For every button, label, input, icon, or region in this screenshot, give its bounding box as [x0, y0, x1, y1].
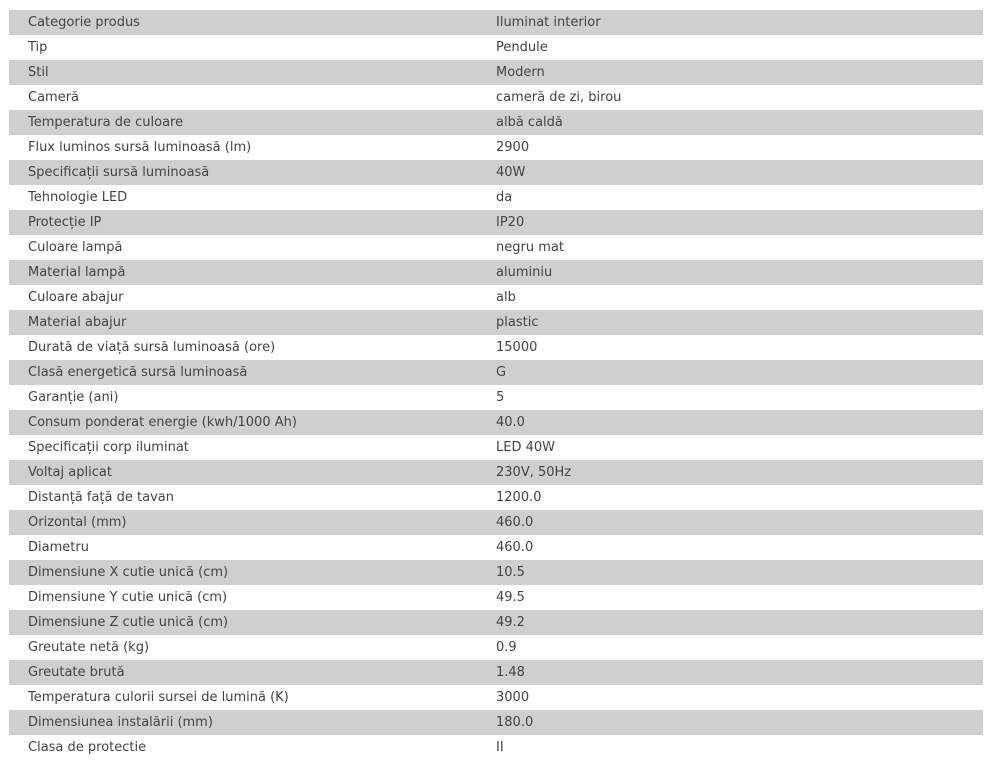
spec-value: 5: [496, 390, 505, 405]
spec-row: [9, 435, 983, 460]
spec-label: Greutate netă (kg): [28, 640, 150, 655]
spec-value: alb: [496, 290, 516, 305]
spec-row: [9, 510, 983, 535]
spec-value: negru mat: [496, 240, 564, 255]
spec-value: 1200.0: [496, 490, 542, 505]
spec-row: [9, 585, 983, 610]
spec-label: Culoare lampă: [28, 240, 123, 255]
spec-label: Culoare abajur: [28, 290, 124, 305]
spec-row: [9, 360, 983, 385]
spec-label: Flux luminos sursă luminoasă (lm): [28, 140, 252, 155]
spec-value: IP20: [496, 215, 525, 230]
spec-value: 230V, 50Hz: [496, 465, 572, 480]
spec-label: Tehnologie LED: [28, 190, 128, 205]
spec-label: Consum ponderat energie (kwh/1000 Ah): [28, 415, 297, 430]
spec-row: [9, 660, 983, 685]
spec-row: [9, 60, 983, 85]
spec-row: [9, 85, 983, 110]
spec-row: [9, 735, 983, 760]
spec-row: [9, 185, 983, 210]
spec-label: Diametru: [28, 540, 89, 555]
spec-value: Iluminat interior: [496, 15, 601, 30]
spec-row: [9, 110, 983, 135]
spec-value: 180.0: [496, 715, 534, 730]
spec-value: 0.9: [496, 640, 517, 655]
spec-row: [9, 210, 983, 235]
spec-label: Categorie produs: [28, 15, 140, 30]
spec-label: Orizontal (mm): [28, 515, 127, 530]
spec-label: Voltaj aplicat: [28, 465, 112, 480]
spec-value: 1.48: [496, 665, 525, 680]
spec-label: Material lampă: [28, 265, 126, 280]
spec-label: Specificații corp iluminat: [28, 440, 189, 455]
spec-label: Cameră: [28, 90, 80, 105]
spec-row: [9, 335, 983, 360]
spec-label: Temperatura de culoare: [28, 115, 184, 130]
spec-label: Specificații sursă luminoasă: [28, 165, 210, 180]
spec-value: 49.2: [496, 615, 525, 630]
spec-label: Clasa de protectie: [28, 740, 147, 755]
spec-row: [9, 285, 983, 310]
spec-row: [9, 385, 983, 410]
spec-label: Dimensiune Z cutie unică (cm): [28, 615, 229, 630]
spec-row: [9, 685, 983, 710]
spec-value: cameră de zi, birou: [496, 90, 622, 105]
specifications-table: [9, 10, 983, 760]
spec-value: 10.5: [496, 565, 525, 580]
spec-label: Tip: [28, 40, 48, 55]
spec-row: [9, 260, 983, 285]
spec-label: Clasă energetică sursă luminoasă: [28, 365, 248, 380]
spec-row: [9, 160, 983, 185]
spec-row: [9, 560, 983, 585]
spec-row: [9, 710, 983, 735]
spec-row: [9, 410, 983, 435]
spec-value: 49.5: [496, 590, 525, 605]
spec-value: Modern: [496, 65, 545, 80]
spec-value: 2900: [496, 140, 530, 155]
spec-value: da: [496, 190, 513, 205]
spec-value: albă caldă: [496, 115, 563, 130]
spec-row: [9, 460, 983, 485]
spec-row: [9, 10, 983, 35]
spec-label: Greutate brută: [28, 665, 125, 680]
spec-row: [9, 610, 983, 635]
spec-label: Temperatura culorii sursei de lumină (K): [28, 690, 289, 705]
spec-label: Dimensiune X cutie unică (cm): [28, 565, 229, 580]
spec-value: 460.0: [496, 540, 534, 555]
spec-label: Dimensiunea instalării (mm): [28, 715, 213, 730]
spec-row: [9, 235, 983, 260]
spec-value: II: [496, 740, 504, 755]
spec-row: [9, 310, 983, 335]
spec-label: Protecție IP: [28, 215, 102, 230]
spec-value: LED 40W: [496, 440, 555, 455]
spec-value: aluminiu: [496, 265, 553, 280]
spec-row: [9, 485, 983, 510]
spec-row: [9, 535, 983, 560]
spec-row: [9, 635, 983, 660]
spec-label: Durată de viață sursă luminoasă (ore): [28, 340, 276, 355]
spec-label: Material abajur: [28, 315, 127, 330]
spec-value: G: [496, 365, 507, 380]
spec-label: Distanță față de tavan: [28, 490, 174, 505]
spec-value: 40W: [496, 165, 526, 180]
spec-row: [9, 135, 983, 160]
spec-value: 15000: [496, 340, 538, 355]
spec-value: Pendule: [496, 40, 548, 55]
spec-value: plastic: [496, 315, 539, 330]
spec-value: 40.0: [496, 415, 525, 430]
spec-row: [9, 35, 983, 60]
spec-label: Garanție (ani): [28, 390, 119, 405]
spec-value: 3000: [496, 690, 530, 705]
spec-label: Stil: [28, 65, 49, 80]
spec-value: 460.0: [496, 515, 534, 530]
spec-label: Dimensiune Y cutie unică (cm): [28, 590, 228, 605]
